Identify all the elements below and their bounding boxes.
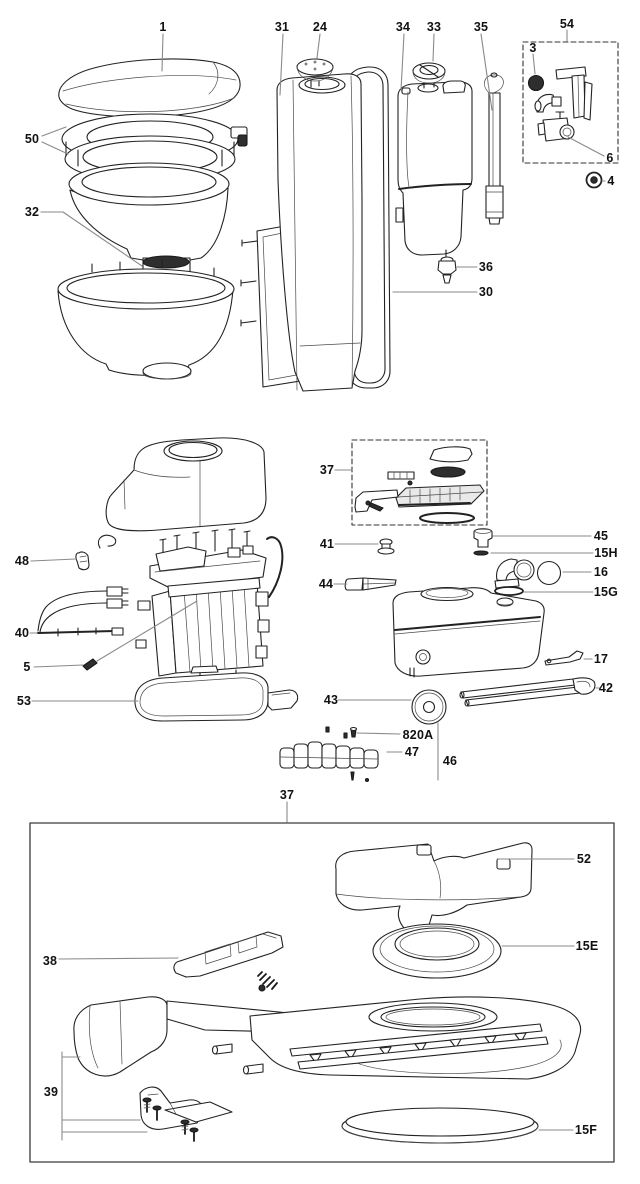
flush-mechanism-drawing (136, 529, 282, 680)
part-label-53: 53 (16, 694, 32, 708)
part-label-54: 54 (559, 17, 575, 31)
part-label-38: 38 (42, 954, 58, 968)
part-label-16: 16 (593, 565, 609, 579)
detail-box-37-mid (352, 440, 487, 525)
part-label-42: 42 (598, 681, 614, 695)
grommet-4-drawing (587, 173, 602, 188)
slider-47-drawing (280, 742, 378, 768)
side-cover-31-drawing (277, 74, 362, 391)
bowl-drawing (69, 163, 229, 282)
part-label-17: 17 (593, 652, 609, 666)
bracket-39-drawing (140, 1087, 232, 1141)
vent-cap-3-drawing (529, 76, 544, 91)
part-label-4: 4 (607, 174, 615, 188)
button-41-drawing (378, 539, 394, 554)
part-label-30: 30 (478, 285, 494, 299)
service-kit-box-54 (523, 42, 618, 163)
water-tank-drawing (396, 81, 472, 255)
part-label-31: 31 (274, 20, 290, 34)
part-label-820a: 820A (402, 728, 434, 742)
drain-fitting-36-drawing (438, 250, 456, 283)
part-label-47: 47 (404, 745, 420, 759)
lip-seal-15g-drawing (495, 587, 523, 595)
part-label-48: 48 (14, 554, 30, 568)
part-label-37-bottom: 37 (279, 788, 295, 802)
wheel-43-drawing (412, 690, 446, 724)
grip-44-drawing (345, 578, 396, 590)
part-label-6: 6 (606, 151, 614, 165)
part-label-40: 40 (14, 626, 30, 640)
part-label-39: 39 (43, 1085, 59, 1099)
part-label-5: 5 (23, 660, 31, 674)
part-label-3: 3 (529, 41, 537, 55)
part-label-15h: 15H (594, 546, 618, 560)
part-label-52: 52 (576, 852, 592, 866)
part-label-44: 44 (318, 577, 334, 591)
part-label-15e: 15E (575, 939, 599, 953)
seal-15f-drawing (342, 1108, 538, 1143)
part-label-50: 50 (24, 132, 40, 146)
part-label-43: 43 (323, 693, 339, 707)
part-label-37-mid: 37 (319, 463, 335, 477)
part-label-1: 1 (159, 20, 167, 34)
probe-5-drawing (83, 659, 97, 670)
part-label-24: 24 (312, 20, 328, 34)
o-ring-15h-drawing (474, 551, 488, 555)
mechanism-cover-drawing (106, 438, 266, 531)
part-label-32: 32 (24, 205, 40, 219)
part-label-15g: 15G (593, 585, 619, 599)
bracket-17-drawing (545, 651, 583, 665)
base-shell-drawing (58, 260, 234, 379)
part-label-35: 35 (473, 20, 489, 34)
part-label-34: 34 (395, 20, 411, 34)
toilet-lid-drawing (59, 59, 240, 117)
fill-tube-35-drawing (484, 73, 503, 224)
part-label-15f: 15F (574, 1123, 598, 1137)
waste-tank-drawing (393, 588, 544, 678)
handle-rail-42-drawing (460, 678, 595, 706)
connector-16-drawing (495, 559, 561, 588)
part-label-33: 33 (426, 20, 442, 34)
seal-15e-drawing (373, 924, 501, 978)
wire-clip-48-drawing (76, 535, 116, 569)
slide-frame-drawing (74, 985, 581, 1079)
wiring-harness-40-drawing (38, 587, 128, 636)
part-label-41: 41 (319, 537, 335, 551)
bushing-45-drawing (474, 529, 492, 548)
part-label-45: 45 (593, 529, 609, 543)
part-label-46: 46 (442, 754, 458, 768)
part-label-36: 36 (478, 260, 494, 274)
latch-38-drawing (174, 932, 283, 977)
